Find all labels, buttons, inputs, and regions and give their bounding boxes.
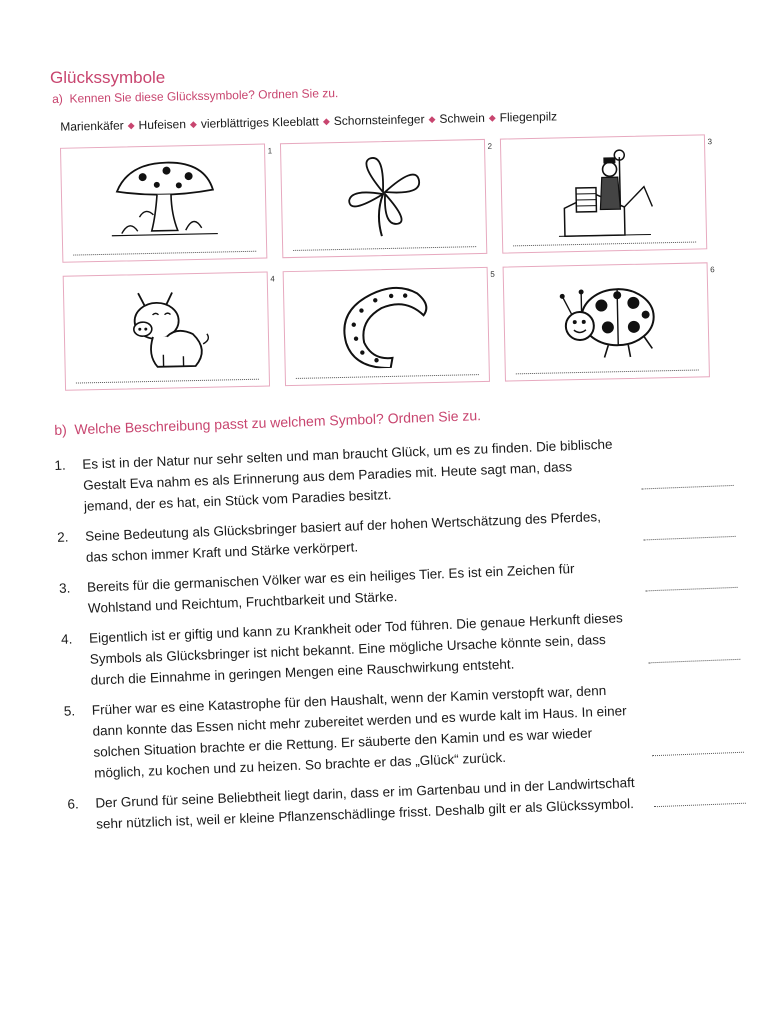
item-number: 2. <box>56 529 69 545</box>
description-list <box>54 430 728 845</box>
item-text: Früher war es eine Katastrophe für den Haushalt, wenn der Kamin verstopft war, denn dann konnte das Essen nicht mehr zubereitet werden und es wurde kalt im Haus. In einer solchen Situation brachte er die Rettung. Er säuberte den Kamin und es war wieder möglich, zu kochen und zu heizen. So brachte er das „Glück“ zurück. <box>91 682 627 781</box>
picture-number: 5 <box>490 269 495 279</box>
diamond-separator-icon: ◆ <box>189 118 197 129</box>
picture-number: 2 <box>487 141 493 151</box>
answer-line-6[interactable] <box>516 370 699 375</box>
picture-grid <box>52 134 717 398</box>
item-text: Der Grund für seine Beliebtheit liegt darin, dass er im Gartenbau und in der Landwirtschaft sehr nützlich ist, weil er kleine Pflanzenschädlinge frisst. Deshalb gilt er als Glückssymbol. <box>95 774 635 832</box>
answer-field[interactable] <box>646 587 738 592</box>
part-a-text: Kennen Sie diese Glückssymbole? Ordnen Sie zu. <box>69 86 339 106</box>
answer-line-4[interactable] <box>76 379 259 384</box>
clover-icon <box>338 151 430 241</box>
picture-cell-4 <box>63 272 275 391</box>
picture-cell-6 <box>503 262 715 381</box>
list-item <box>63 675 726 784</box>
answer-field[interactable] <box>654 803 746 808</box>
chimney-sweep-icon <box>553 146 655 238</box>
word-item: Schornsteinfeger <box>333 112 425 129</box>
part-a-instruction <box>52 86 338 106</box>
answer-field[interactable] <box>652 752 744 757</box>
picture-cell-1 <box>60 144 273 263</box>
picture-number: 1 <box>267 146 273 156</box>
picture-number: 3 <box>707 137 713 147</box>
answer-field[interactable] <box>642 485 734 490</box>
item-text: Eigentlich ist er giftig und kann zu Krankheit oder Tod führen. Die genaue Herkunft dieses Symbols als Glücksbringer ist nicht bekannt. Eine mögliche Ursache könnte sein, dass durch die Einnahme in geringen Mengen eine Rauschwirkung entsteht. <box>88 610 624 688</box>
item-text: Bereits für die germanischen Völker war es ein heiliges Tier. Es ist ein Zeichen für Wohlstand und Reichtum, Fruchtbarkeit und Stärke. <box>86 561 575 616</box>
item-number: 3. <box>58 580 71 596</box>
part-b-label: b) <box>54 421 68 438</box>
picture-number: 4 <box>270 274 275 284</box>
answer-line-5[interactable] <box>296 374 479 379</box>
word-box <box>50 100 626 142</box>
word-item: Schwein <box>439 110 485 126</box>
diamond-separator-icon: ◆ <box>488 112 496 123</box>
diamond-separator-icon: ◆ <box>322 115 330 126</box>
item-number: 5. <box>63 703 76 719</box>
word-item: vierblättriges Kleeblatt <box>200 114 320 131</box>
picture-cell-5 <box>283 267 495 386</box>
answer-field[interactable] <box>644 536 736 541</box>
picture-cell-2 <box>280 139 493 258</box>
picture-cell-3 <box>500 134 713 253</box>
diamond-separator-icon: ◆ <box>127 119 135 130</box>
ladybug-icon <box>550 274 662 364</box>
word-item: Fliegenpilz <box>499 109 558 125</box>
answer-line-3[interactable] <box>513 242 696 247</box>
pig-icon <box>115 284 217 374</box>
item-text: Seine Bedeutung als Glücksbringer basiert auf der hohen Wertschätzung des Pferdes, das schon immer Kraft und Stärke verkörpert. <box>84 509 602 565</box>
answer-line-2[interactable] <box>293 246 476 251</box>
answer-field[interactable] <box>648 659 740 664</box>
word-item: Hufeisen <box>138 117 187 133</box>
item-text: Es ist in der Natur nur sehr selten und man braucht Glück, um es zu finden. Die biblische Gestalt Eva nahm es als Erinnerung aus dem Paradies mit. Heute sagt man, dass jemand, der es hat, ein Stück vom Paradies besitzt. <box>82 436 613 514</box>
item-number: 1. <box>54 457 66 473</box>
mushroom-icon <box>108 156 220 240</box>
horseshoe-icon <box>330 279 442 369</box>
word-item: Marienkäfer <box>60 118 124 134</box>
diamond-separator-icon: ◆ <box>428 113 436 124</box>
item-number: 6. <box>67 796 79 812</box>
part-b-text: Welche Beschreibung passt zu welchem Symbol? Ordnen Sie zu. <box>74 407 482 438</box>
item-number: 4. <box>60 631 73 647</box>
part-b-instruction <box>54 407 481 438</box>
page-title: Glückssymbole <box>50 68 166 87</box>
part-a-label: a) <box>52 91 63 106</box>
picture-number: 6 <box>710 265 715 275</box>
answer-line-1[interactable] <box>73 251 256 256</box>
